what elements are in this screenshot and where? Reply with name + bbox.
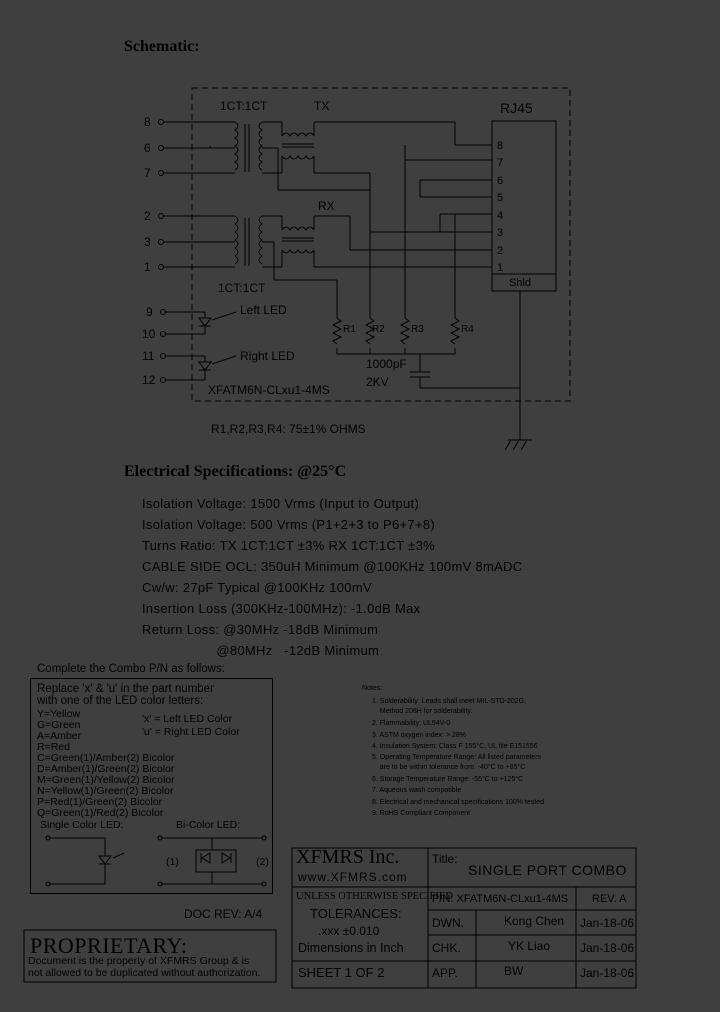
- pin-label: 8: [144, 115, 151, 129]
- spec-line: CABLE SIDE OCL: 350uH Minimum @100KHz 100mV 8mADC: [142, 559, 523, 574]
- rj-pin-label: 4: [497, 210, 504, 222]
- resistor-r1: [333, 318, 341, 344]
- dimensions-note: Dimensions in Inch: [298, 941, 404, 955]
- chk-date: Jan-18-06: [580, 941, 635, 955]
- note-line: 9. RoHS Compliant Component: [372, 810, 471, 817]
- tx-label: TX: [314, 99, 330, 113]
- rx-transformer: [163, 216, 492, 280]
- pin-label: 7: [144, 166, 151, 180]
- spec-line: Return Loss: @30MHz -18dB Minimum: [142, 622, 379, 637]
- spec-line: Cw/w: 27pF Typical @100KHz 100mV: [142, 580, 372, 595]
- rj-pin-label: 2: [497, 245, 504, 257]
- resistor-r4: [451, 318, 459, 344]
- note-line: 2. Flammability: UL94V-0: [372, 720, 451, 727]
- tolerance-value: .xxx ±0.010: [318, 924, 380, 938]
- spec-line: Turns Ratio: TX 1CT:1CT ±3% RX 1CT:1CT ±3%: [142, 538, 435, 553]
- u-note: 'u' = Right LED Color: [142, 726, 240, 738]
- bicolor-1-label: (1): [166, 856, 179, 868]
- app-date: Jan-18-06: [580, 966, 635, 980]
- resistor-label: R3: [411, 324, 424, 335]
- spec-line: Isolation Voltage: 1500 Vrms (Input to Output): [142, 496, 420, 511]
- part-number: P/N: XFATM6N-CLxu1-4MS: [432, 893, 569, 905]
- spec-line: Isolation Voltage: 500 Vrms (P1+2+3 to P6+7+8): [142, 517, 436, 532]
- dwn-name: Kong Chen: [504, 914, 565, 928]
- proprietary-title: PROPRIETARY:: [30, 933, 188, 958]
- note-line: 8. Electrical and mechanical specifications 100% tested: [372, 799, 544, 806]
- resistor-label: R4: [461, 324, 474, 335]
- note-line: are to be within tolerance from -40°C to +85°C: [372, 764, 526, 771]
- note-line: 6. Storage Temperature Range: -55°C to +125°C: [372, 776, 524, 783]
- left-led-label: Left LED: [240, 303, 287, 317]
- pin-label: 3: [144, 235, 151, 249]
- proprietary-line: Document is the property of XFMRS Group & is: [28, 955, 250, 967]
- rj-pin-label: 6: [497, 175, 504, 187]
- note-line: Method 208H for solderability.: [372, 708, 473, 715]
- ratio-bottom-label: 1CT:1CT: [218, 281, 266, 295]
- combo-line: C=Green(1)/Amber(2) Bicolor: [37, 752, 175, 764]
- bicolor-led-label: Bi-Color LED:: [176, 819, 241, 831]
- spec-line: Insertion Loss (300KHz-100MHz): -1.0dB Max: [142, 601, 421, 616]
- combo-line: G=Green: [37, 719, 81, 731]
- note-line: 7. Aqueous wash compatible: [372, 787, 462, 794]
- combo-line: M=Green(1)/Yellow(2) Bicolor: [37, 774, 175, 786]
- app-name: BW: [504, 964, 524, 978]
- sheet-number: SHEET 1 OF 2: [298, 965, 385, 980]
- rj-pin-label: 5: [497, 192, 504, 204]
- rx-label: RX: [318, 199, 335, 213]
- rj-pin-label: 1: [497, 262, 504, 274]
- ratio-top-label: 1CT:1CT: [220, 99, 268, 113]
- dwn-label: DWN.: [432, 916, 464, 930]
- part-number-label: XFATM6N-CLxu1-4MS: [208, 383, 330, 397]
- rj-pin-label: 3: [497, 227, 504, 239]
- title-value: SINGLE PORT COMBO: [468, 862, 627, 878]
- pin-label: 2: [144, 209, 151, 223]
- company-name: XFMRS Inc.: [296, 846, 400, 868]
- pin-label: 10: [142, 327, 156, 341]
- rj-pin-label: 7: [497, 157, 504, 169]
- combo-line: R=Red: [37, 741, 70, 753]
- proprietary-line: not allowed to be duplicated without authorization.: [28, 967, 261, 979]
- company-website: www.XFMRS.com: [298, 870, 408, 884]
- notes-title: Notes:: [362, 685, 383, 692]
- resistor-label: R2: [372, 324, 385, 335]
- spec-line: @80MHz -12dB Minimum: [142, 643, 380, 658]
- schematic-diagram: [0, 0, 720, 460]
- pin-label: 12: [142, 373, 156, 387]
- combo-line: Replace 'x' & 'u' in the part number: [37, 683, 214, 695]
- note-line: 3. ASTM oxygen index: > 28%: [372, 732, 466, 739]
- combo-line: A=Amber: [37, 730, 82, 742]
- pin-label: 6: [144, 141, 151, 155]
- shield-label: Shld: [509, 277, 532, 289]
- note-line: 5. Operating Temperature Range: All listed parameters: [372, 754, 542, 761]
- cap-voltage-label: 2KV: [366, 375, 389, 389]
- schematic-heading: Schematic:: [124, 38, 200, 55]
- resistor-note: R1,R2,R3,R4: 75±1% OHMS: [211, 422, 366, 436]
- revision: REV. A: [592, 893, 627, 905]
- resistor-r3: [401, 318, 409, 344]
- note-line: 4. Insulation System: Class F 155°C, UL file E151556: [372, 743, 538, 750]
- pin-label: 1: [144, 260, 151, 274]
- combo-line: Q=Green(1)/Red(2) Bicolor: [37, 807, 164, 819]
- cap-value-label: 1000pF: [366, 357, 407, 371]
- combo-line: D=Amber(1)/Green(2) Bicolor: [37, 763, 175, 775]
- electrical-heading: Electrical Specifications: @25°C: [124, 463, 347, 480]
- combo-line: N=Yellow(1)/Green(2) Bicolor: [37, 785, 174, 797]
- rj45-label: RJ45: [500, 100, 533, 116]
- combo-line: with one of the LED color letters:: [37, 695, 204, 707]
- doc-revision: DOC REV: A/4: [184, 907, 263, 921]
- dwn-date: Jan-18-06: [580, 916, 635, 930]
- single-led-label: Single Color LED:: [40, 819, 124, 831]
- pin-label: 11: [142, 349, 155, 363]
- app-label: APP.: [432, 966, 458, 980]
- tolerance-label: TOLERANCES:: [310, 906, 402, 921]
- combo-line: P=Red(1)/Green(2) Bicolor: [37, 796, 163, 808]
- right-led-label: Right LED: [240, 349, 295, 363]
- combo-line: Y=Yellow: [37, 708, 81, 720]
- pin-label: 9: [146, 305, 153, 319]
- tolerance-heading: UNLESS OTHERWISE SPECIFIED: [296, 891, 453, 902]
- resistor-label: R1: [343, 324, 356, 335]
- title-label: Title:: [432, 852, 458, 866]
- chk-label: CHK.: [432, 941, 461, 955]
- note-line: 1. Solderability: Leads shall meet MIL-STD-202G,: [372, 698, 527, 705]
- x-note: 'x' = Left LED Color: [142, 713, 233, 725]
- chk-name: YK Liao: [508, 939, 551, 953]
- bicolor-2-label: (2): [256, 856, 269, 868]
- combo-title: Complete the Combo P/N as follows:: [37, 663, 225, 675]
- rj-pin-label: 8: [497, 140, 504, 152]
